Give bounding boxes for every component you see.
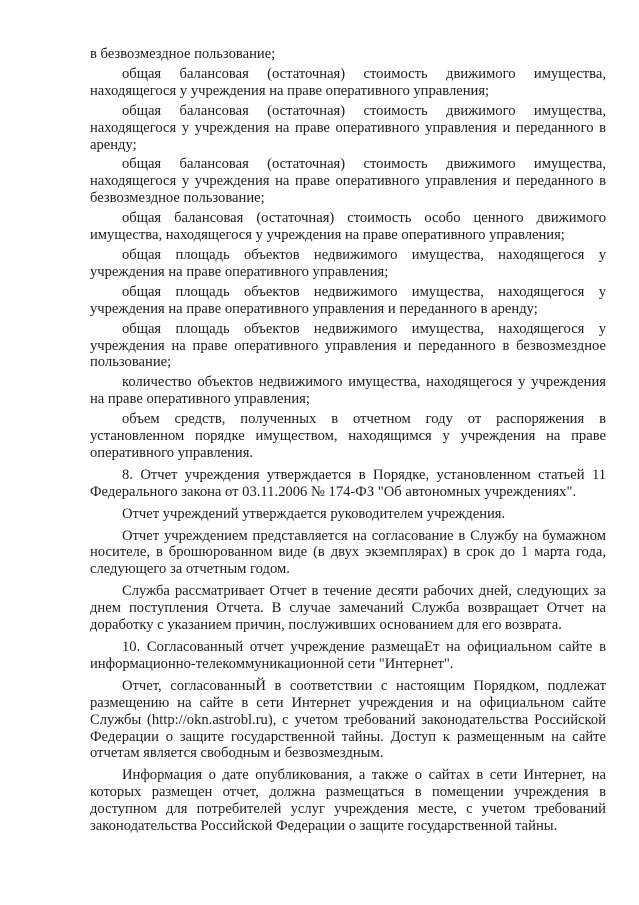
paragraph: Отчет, согласованныЙ в соответствии с настоящим Порядком, подлежат размещению на сайте в сети Интернет учреждения и на официальном сайте Службы (http://okn.astrobl.ru), с учетом требований законодательства Российской Федерации о защите государственной тайны. Доступ к размещенным на сайте отчетам является свободным и безвозмездным. (90, 677, 606, 762)
paragraph: количество объектов недвижимого имущества, находящегося у учреждения на праве оперативного управления; (90, 374, 606, 408)
paragraph: общая площадь объектов недвижимого имущества, находящегося у учреждения на праве оперативного управления и переданного в аренду; (90, 283, 606, 317)
paragraph: в безвозмездное пользование; (90, 46, 276, 62)
document-body (90, 46, 606, 835)
paragraph: общая площадь объектов недвижимого имущества, находящегося у учреждения на праве оперативного управления и переданного в безвозмездное пользование; (90, 320, 606, 371)
paragraph: общая площадь объектов недвижимого имущества, находящегося у учреждения на праве оперативного управления; (90, 246, 606, 280)
paragraph: общая балансовая (остаточная) стоимость движимого имущества, находящегося у учреждения на праве оперативного управления и переданного в безвозмездное пользование; (90, 156, 606, 207)
paragraph: 8. Отчет учреждения утверждается в Порядке, установленном статьей 11 Федерального закона от 03.11.2006 № 174-ФЗ "Об автономных учреждениях". (90, 466, 606, 500)
paragraph: объем средств, полученных в отчетном году от распоряжения в установленном порядке имуществом, находящимся у учреждения на праве оперативного управления. (90, 411, 606, 461)
paragraph: общая балансовая (остаточная) стоимость движимого имущества, находящегося у учреждения на праве оперативного управления и переданного в аренду; (90, 102, 606, 153)
paragraph: общая балансовая (остаточная) стоимость движимого имущества, находящегося у учреждения на праве оперативного управления; (90, 65, 606, 99)
paragraph: 10. Согласованный отчет учреждение размещаЕт на официальном сайте в информационно-телекоммуникационной сети "Интернет". (90, 639, 606, 672)
paragraph: Отчет учреждением представляется на согласование в Службу на бумажном носителе, в брошюрованном виде (в двух экземплярах) в срок до 1 марта года, следующего за отчетным годом. (90, 527, 606, 578)
paragraph: Служба рассматривает Отчет в течение десяти рабочих дней, следующих за днем поступления Отчета. В случае замечаний Служба возвращает Отчет на доработку с указанием причин, послуживших основанием для его возврата. (90, 583, 606, 634)
paragraph: Информация о дате опубликования, а также о сайтах в сети Интернет, на которых размещен отчет, должна размещаться в помещении учреждения в доступном для потребителей услуг учреждения месте, с учетом требований законодательства Российской Федерации о защите государственной тайны. (90, 767, 606, 835)
paragraph: общая балансовая (остаточная) стоимость особо ценного движимого имущества, находящегося у учреждения на праве оперативного управления; (90, 210, 606, 244)
paragraph: Отчет учреждений утверждается руководителем учреждения. (122, 505, 506, 522)
